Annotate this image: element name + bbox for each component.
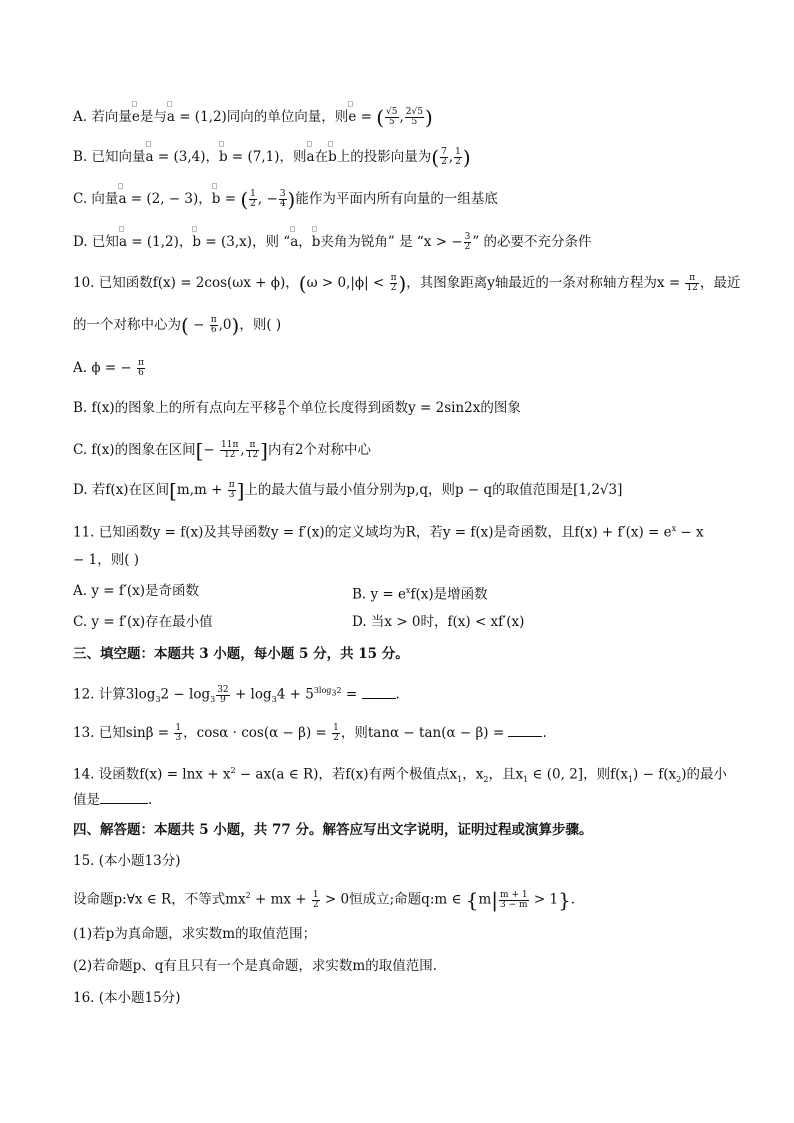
- q11-option-d: D. 当x > 0时，f(x) < xf′(x): [352, 614, 525, 630]
- section-4-heading: 四、解答题：本题共 5 小题，共 77 分。解答应写出文字说明，证明过程或演算步骤。: [73, 822, 593, 838]
- q11-option-a: A. y = f′(x)是奇函数: [73, 583, 200, 599]
- q10-stem-line2: 的一个对称中心为( − $\frac{\pi}{6}$ ,0)，则( ): [73, 313, 282, 338]
- q14-line1: 14. 设函数$f(x) = \ln x + x^2 - ax(a$ ∈ R)，若f(x)有两个极值点$x_1$，$x_2$，且$x_1$ ∈ (0, 2]，则$f(x_1) - f(x_2)$的最小: [73, 766, 727, 785]
- q13: 13. 已知sinβ = $\frac{1}{3}$ ，cosα · cos(α − β) = $\frac{1}{2}$ ，则tanα − tan(α − β) = .: [73, 723, 547, 743]
- answer-blank: [508, 724, 542, 737]
- q14-line2: 值是 .: [73, 792, 153, 808]
- q16-title: 16. (本小题15分): [73, 990, 181, 1006]
- q10-option-b: B. f(x)的图象上的所有点向左平移 $\frac{\pi}{6}$ 个单位长度得到函数y = 2sin2x的图象: [73, 398, 521, 418]
- q10-option-a: A. ϕ = − $\frac{\pi}{6}$: [73, 358, 144, 378]
- q11-stem-line1: 11. 已知函数y = f(x)及其导函数y = f′(x)的定义域均为R，若y = f(x)是奇函数，且$f(x) + f'(x) = e^x - x$: [73, 524, 704, 541]
- answer-blank: [100, 791, 148, 804]
- q12: 12. 计算$3\log_32 - \log_3$ $\frac{32}{9}$ + $\log_34 + 5^{3log_32}$ = .: [73, 684, 400, 705]
- answer-blank: [362, 686, 396, 699]
- q11-option-b: B. $y = e^xf(x)$是增函数: [352, 586, 488, 603]
- q11-option-c: C. y = f′(x)存在最小值: [73, 614, 213, 630]
- q9-option-b: B. 已知向量a = (3,4)，b = (7,1)，则a在b上的投影向量为( $\frac{7}{2}$ , $\frac{1}{2}$ ): [73, 145, 471, 170]
- q15-part-1: (1)若p为真命题，求实数m的取值范围；: [73, 926, 317, 942]
- q10-stem-line1: 10. 已知函数f(x) = 2cos(ωx + ϕ)，(ω > 0,|ϕ| < $\frac{\pi}{2}$ )，其图象距离y轴最近的一条对称轴方程为x = $\frac{\pi}{12}$ ，最近: [73, 271, 741, 296]
- q10-option-c: C. f(x)的图象在区间[− $\frac{11\pi}{12}$ , $\frac{\pi}{12}$ ]内有2个对称中心: [73, 438, 372, 463]
- q15-part-2: (2)若命题p、q有且只有一个是真命题，求实数m的取值范围.: [73, 958, 437, 974]
- q9-option-d: D. 已知a = (1,2)，b = (3,x)，则 “a，b夹角为锐角” 是 “x > − $\frac{3}{2}$ ” 的必要不充分条件: [73, 232, 592, 252]
- q15-title: 15. (本小题13分): [73, 853, 181, 869]
- q11-stem-line2: − 1，则( ): [73, 552, 140, 568]
- section-3-heading: 三、填空题：本题共 3 小题，每小题 5 分，共 15 分。: [73, 646, 409, 662]
- q9-option-c: C. 向量a = (2, − 3)，b = ( $\frac{1}{2}$ , − $\frac{3}{4}$ )能作为平面内所有向量的一组基底: [73, 187, 498, 212]
- q9-option-a: A. 若向量e是与a = (1,2)同向的单位向量，则e = ( $\frac{√5}{5}$ , $\frac{2√5}{5}$ ): [73, 105, 433, 130]
- q15-stem: 设命题p:∀x ∈ R，不等式$mx^2$ + mx + $\frac{1}{2}$ > 0恒成立;命题q:m ∈ {m| $\frac{m + 1}{3 - m}$ > 1}.: [73, 888, 576, 912]
- q10-option-d: D. 若f(x)在区间[m,m + $\frac{\pi}{3}$ ]上的最大值与最小值分别为p,q，则p − q的取值范围是[1,2√3]: [73, 478, 623, 503]
